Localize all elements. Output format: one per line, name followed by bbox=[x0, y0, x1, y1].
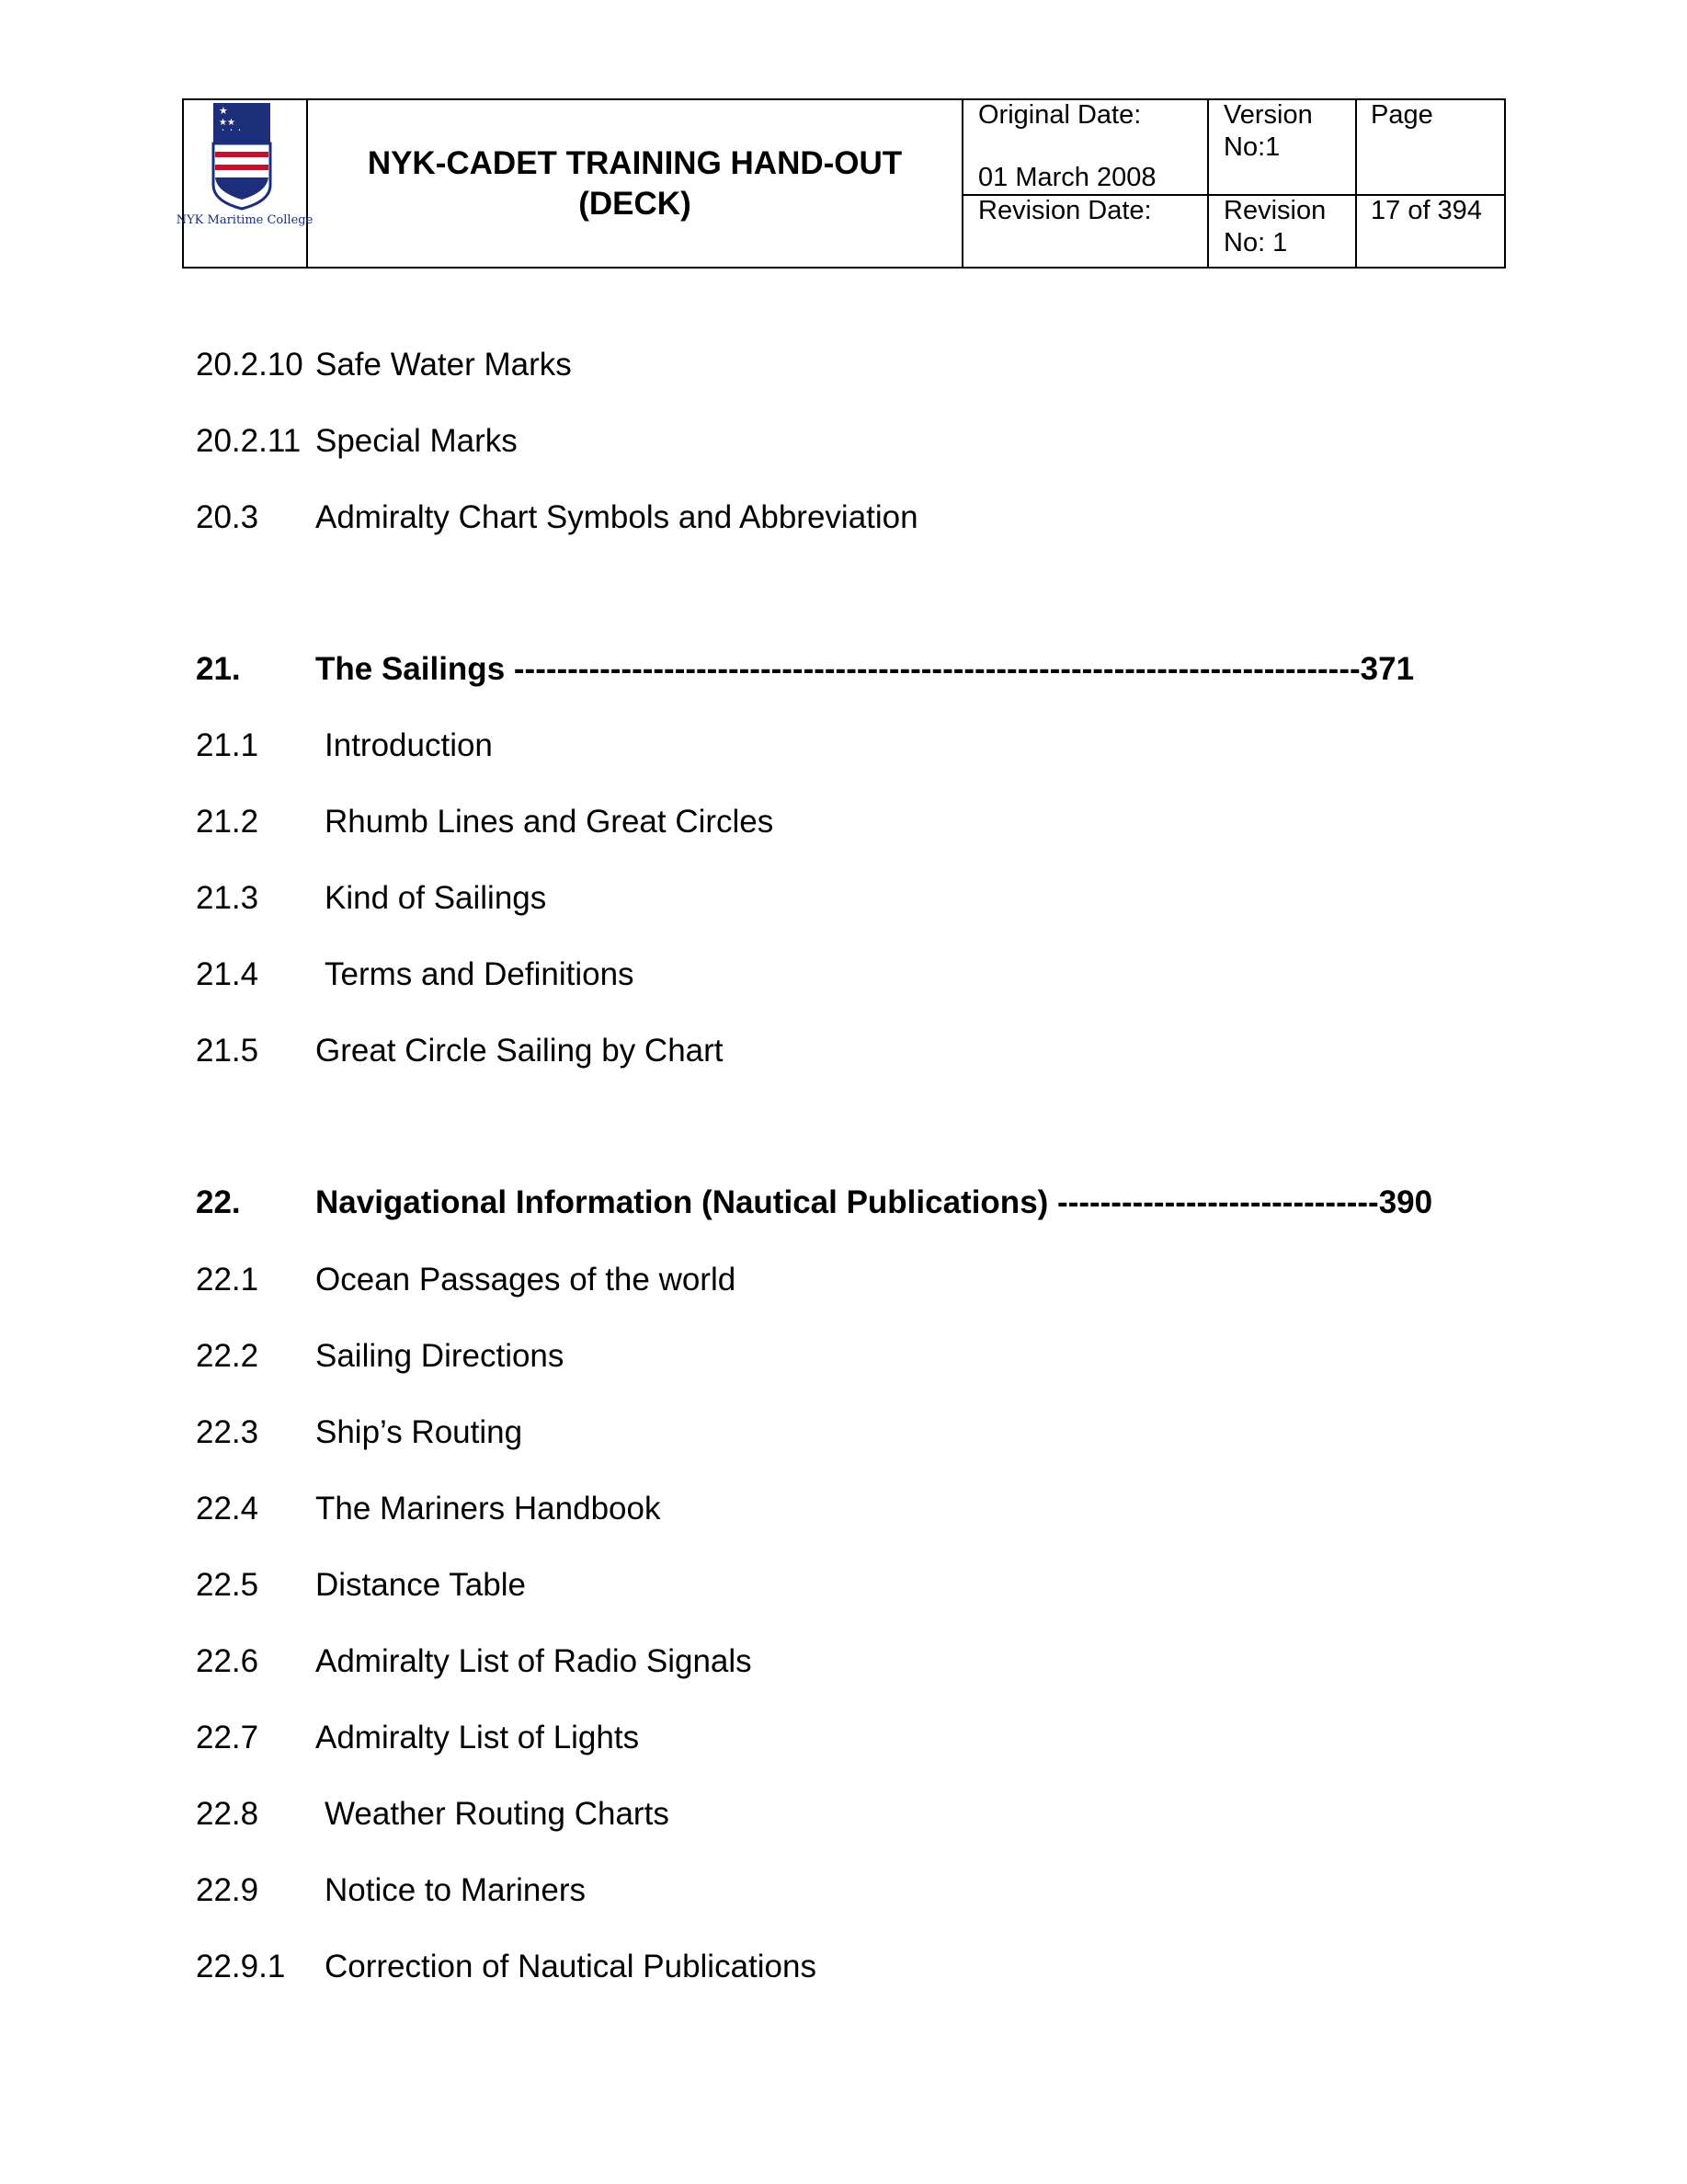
toc-number: 21.3 bbox=[196, 880, 259, 916]
toc-number: 22.9 bbox=[196, 1872, 259, 1908]
toc-number: 22.3 bbox=[196, 1414, 259, 1450]
toc-number: 20.3 bbox=[196, 499, 259, 535]
toc-number: 22. bbox=[196, 1184, 241, 1220]
toc-number: 20.2.10 bbox=[196, 347, 303, 383]
toc-title: The Sailings -------------------------------------------------------------------------------371 bbox=[315, 651, 1415, 687]
toc-number: 22.4 bbox=[196, 1491, 259, 1527]
toc-number: 21.1 bbox=[196, 727, 259, 763]
toc-title: Notice to Mariners bbox=[325, 1872, 586, 1908]
toc-title: Admiralty Chart Symbols and Abbreviation bbox=[315, 499, 918, 535]
revision-value: No: 1 bbox=[1224, 228, 1288, 257]
original-date-label: Original Date: bbox=[978, 100, 1142, 130]
toc-number: 21.5 bbox=[196, 1033, 259, 1069]
toc-title: Special Marks bbox=[315, 423, 518, 459]
original-date-value: 01 March 2008 bbox=[978, 163, 1157, 192]
toc-number: 22.2 bbox=[196, 1338, 259, 1374]
svg-text:NYK Maritime College: NYK Maritime College bbox=[176, 213, 313, 227]
page-label: Page bbox=[1371, 100, 1433, 130]
toc-title: Correction of Nautical Publications bbox=[325, 1949, 816, 1984]
toc-number: 20.2.11 bbox=[196, 423, 302, 459]
toc-title: Admiralty List of Lights bbox=[315, 1720, 640, 1755]
toc-title: Great Circle Sailing by Chart bbox=[315, 1033, 724, 1069]
toc-number: 21.4 bbox=[196, 956, 259, 992]
shield-logo-icon bbox=[176, 100, 313, 267]
toc-number: 22.7 bbox=[196, 1720, 259, 1755]
toc-number: 22.6 bbox=[196, 1643, 259, 1679]
revision-date-label: Revision Date: bbox=[978, 196, 1152, 225]
toc-number: 21.2 bbox=[196, 804, 259, 840]
version-label: Version bbox=[1224, 100, 1313, 130]
toc-number: 22.5 bbox=[196, 1567, 259, 1603]
toc-number: 22.8 bbox=[196, 1796, 259, 1832]
title-line-2: (DECK) bbox=[578, 185, 691, 222]
toc-title: Distance Table bbox=[315, 1567, 526, 1603]
toc-title: Sailing Directions bbox=[315, 1338, 564, 1374]
document-header bbox=[176, 98, 1506, 269]
toc-title: The Mariners Handbook bbox=[315, 1491, 661, 1527]
toc-number: 22.1 bbox=[196, 1262, 259, 1298]
toc-title: Introduction bbox=[325, 727, 493, 763]
title-line-1: NYK-CADET TRAINING HAND-OUT bbox=[367, 144, 903, 181]
toc-title: Admiralty List of Radio Signals bbox=[315, 1643, 752, 1679]
version-value: No:1 bbox=[1224, 132, 1281, 162]
revision-label: Revision bbox=[1224, 196, 1327, 225]
toc-title: Weather Routing Charts bbox=[325, 1796, 669, 1832]
svg-text:★: ★ bbox=[219, 105, 228, 117]
page-number: 17 of 394 bbox=[1371, 196, 1482, 225]
toc-title: Ship’s Routing bbox=[315, 1414, 523, 1450]
college-logo bbox=[176, 100, 313, 267]
toc-title: Navigational Information (Nautical Publications) ------------------------------390 bbox=[315, 1184, 1433, 1220]
svg-text:★★: ★★ bbox=[219, 118, 235, 128]
toc-title: Kind of Sailings bbox=[325, 880, 547, 916]
toc-title: Safe Water Marks bbox=[315, 347, 572, 383]
toc-number: 22.9.1 bbox=[196, 1949, 286, 1984]
toc-title: Terms and Definitions bbox=[325, 956, 634, 992]
document-title bbox=[308, 100, 962, 267]
toc-number: 21. bbox=[196, 651, 241, 687]
toc-title: Ocean Passages of the world bbox=[315, 1262, 736, 1298]
toc-title: Rhumb Lines and Great Circles bbox=[325, 804, 774, 840]
